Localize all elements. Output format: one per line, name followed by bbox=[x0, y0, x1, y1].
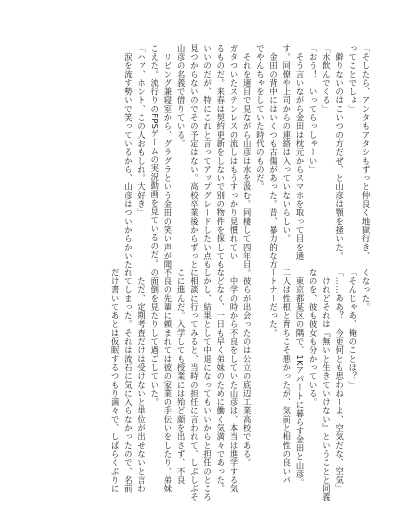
text-line: 「そんじゃあ、俺のことは？」 bbox=[347, 268, 358, 390]
text-line: なのを、彼も彼女も分かっている。 bbox=[308, 268, 319, 407]
text-line: るものだ。来春は契約更新をしないで別の物件を探しても bbox=[215, 44, 226, 269]
text-line: 中学の時から不良をしていた山彦は、本当は進学する気 bbox=[228, 268, 239, 493]
text-line: でやんちゃをしていた時代のものだ。 bbox=[255, 44, 266, 192]
text-line: しかし、結果として中退になってもいいからと担任のところ bbox=[202, 268, 213, 502]
text-line: の面倒を見たりして過ごしていた。 bbox=[149, 268, 160, 407]
text-line: そう言いながら金田は枕元からスマホを取って目を通 bbox=[294, 44, 305, 261]
text-line: れてしまった。それは流石に気に入らなかったので、名前 bbox=[123, 268, 134, 493]
text-line: す。同僚や上司からの連絡は入っていないらしい。 bbox=[281, 44, 292, 243]
text-line: 不良の先輩に頼まれては彼の家業の手伝いをしたり、弟妹 bbox=[162, 268, 173, 493]
text-line: 東京都某区の隅で、1Kアパートに暮らす金田と山彦。 bbox=[294, 268, 305, 488]
text-block-bottom bbox=[108, 268, 372, 502]
text-line: 「水飲んでくる」 bbox=[321, 44, 332, 114]
text-line: ってことでしょ」 bbox=[347, 44, 358, 114]
text-line: ートナーだった。 bbox=[268, 268, 279, 338]
text-line: に相談に行ってみると、当時の担任に言われて、しぶしぶそ bbox=[189, 268, 200, 502]
text-line: 二人は性根と育ちこそ悪かったが、気前と相性の良いパ bbox=[281, 268, 292, 485]
text-line: それを適目で見ながら山彦は水を汲む。同棲して四年目。 bbox=[242, 44, 253, 278]
text-line: けれどそれは『無いと生きていけない』ということと同義 bbox=[321, 268, 332, 502]
text-block-top bbox=[121, 44, 372, 278]
text-line: だけ書いてあとは仮眠するつもり満々で、しばらくぶりに bbox=[110, 268, 121, 493]
text-line: 見つからないのでその予定はない。高校卒業後からずっと bbox=[189, 44, 200, 269]
text-line: 「……ああ？ 今更何とも思わねーよ、空気だな、空気」 bbox=[334, 268, 345, 493]
text-line: 彼らが出会ったのは公立の底辺工業高校である。 bbox=[242, 268, 253, 467]
text-line bbox=[253, 268, 266, 483]
text-line: 金田の背中にはいくつも古傷があった。昔、暴力的な方 bbox=[268, 44, 279, 269]
text-line: 涙を流す勢いで笑っているから、山彦はついからかいた bbox=[123, 44, 134, 269]
text-line: くなった。 bbox=[361, 268, 371, 312]
text-line: 「おう！ いってらっしゃーい」 bbox=[308, 44, 319, 174]
text-line: 「そしたら、アンタもアタシもずっと仲良く地獄行き、 bbox=[361, 44, 371, 261]
text-line: ただ、定期考査だけは受けないと単位が出せないと言わ bbox=[136, 268, 147, 493]
text-line: 「ハァ、ホント、この人おもしれ。大好き」 bbox=[136, 44, 147, 217]
text-line: 山彦の名義で借りている。 bbox=[176, 44, 187, 148]
text-line: などなく、一日も早く弟妹のために働く気満々であった。 bbox=[215, 268, 226, 493]
text-line: リビング兼寝室から、グラグラという金田の笑い声が聞 bbox=[162, 44, 173, 269]
text-line: いいのだが、特にこれと言ってアップグレードしたい点も bbox=[202, 44, 213, 269]
text-line: 僻りないのはこいつの方だぜ、と山彦は顎を掻いた。 bbox=[334, 44, 345, 261]
text-line: こに進んだ。入学しても授業には殆ど顔を出さず、不良 bbox=[176, 268, 187, 485]
text-line: こえた。流行りのFPSゲームの実況動画を見ているのだ。 bbox=[149, 44, 160, 268]
text-line: ガタついたステンレスの流しはもうすっかり見慣れてい bbox=[228, 44, 239, 261]
